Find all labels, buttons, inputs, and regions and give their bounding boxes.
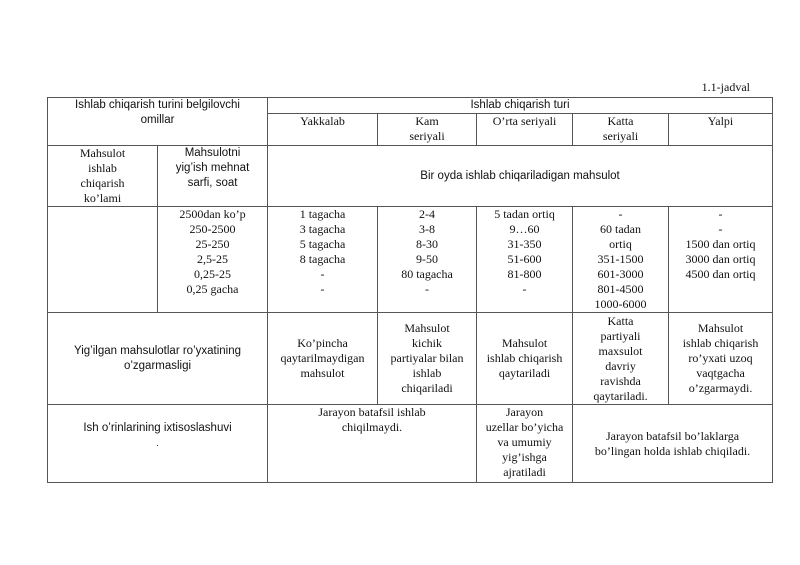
nomenclature-katta-seriyali-cell: Katta partiyali maxsulot davriy ravishda qaytariladi. [573, 313, 669, 405]
specialization-label-cell [48, 405, 268, 483]
type-header-orta-seriyali: O’rta seriyali [477, 114, 573, 146]
type-header-kam-seriyali: Kam seriyali [378, 114, 477, 146]
nomenclature-kam-seriyali-cell: Mahsulot kichik partiyalar bilan ishlab chiqariladi [378, 313, 477, 405]
specialization-label-mark: . [156, 438, 159, 448]
empty-cell [48, 207, 158, 313]
labor-values-cell: 2500dan ko’p 250-2500 25-250 2,5-25 0,25-25 0,25 gacha [158, 207, 268, 313]
specialization-orta-seriyali-cell: Jarayon uzellar bo’yicha va umumiy yig’ishga ajratiladi [477, 405, 573, 483]
table-caption: 1.1-jadval [701, 80, 750, 94]
yalpi-values-cell: - - 1500 dan ortiq 3000 dan ortiq 4500 dan ortiq [669, 207, 773, 313]
orta-seriyali-values-cell: 5 tadan ortiq 9…60 31-350 51-600 81-800 - [477, 207, 573, 313]
factors-header-cell: Ishlab chiqarish turini belgilovchi omillar [48, 98, 268, 146]
nomenclature-yalpi-cell: Mahsulot ishlab chiqarish ro’yxati uzoq vaqtgacha o’zgarmaydi. [669, 313, 773, 405]
type-header-yalpi: Yalpi [669, 114, 773, 146]
production-types-table [47, 97, 773, 483]
monthly-output-header-cell: Bir oyda ishlab chiqariladigan mahsulot [268, 146, 773, 207]
type-header-katta-seriyali: Katta seriyali [573, 114, 669, 146]
specialization-katta-yalpi-cell: Jarayon batafsil bo’laklarga bo’lingan holda ishlab chiqiladi. [573, 405, 773, 483]
values-row [48, 207, 773, 313]
yakkalab-values-cell: 1 tagacha 3 tagacha 5 tagacha 8 tagacha - - [268, 207, 378, 313]
nomenclature-yakkalab-cell: Ko’pincha qaytarilmaydigan mahsulot [268, 313, 378, 405]
type-header-yakkalab: Yakkalab [268, 114, 378, 146]
nomenclature-label-cell: Yig’ilgan mahsulotlar ro’yxatining o’zgarmasligi [48, 313, 268, 405]
production-types-header-cell: Ishlab chiqarish turi [268, 98, 773, 114]
header-row-1 [48, 98, 773, 114]
katta-seriyali-values-cell: - 60 tadan ortiq 351-1500 601-3000 801-4500 1000-6000 [573, 207, 669, 313]
labor-cost-header-cell: Mahsulotni yig’ish mehnat sarfi, soat [158, 146, 268, 207]
production-volume-cell: Mahsulot ishlab chiqarish ko’lami [48, 146, 158, 207]
production-types-table-wrapper [47, 97, 773, 483]
volume-header-row [48, 146, 773, 207]
specialization-row [48, 405, 773, 483]
specialization-yakka-kam-cell: Jarayon batafsil ishlab chiqilmaydi. [268, 405, 477, 483]
specialization-label: Ish o’rinlarining ixtisoslashuvi [83, 422, 232, 434]
kam-seriyali-values-cell: 2-4 3-8 8-30 9-50 80 tagacha - [378, 207, 477, 313]
nomenclature-orta-seriyali-cell: Mahsulot ishlab chiqarish qaytariladi [477, 313, 573, 405]
nomenclature-row [48, 313, 773, 405]
